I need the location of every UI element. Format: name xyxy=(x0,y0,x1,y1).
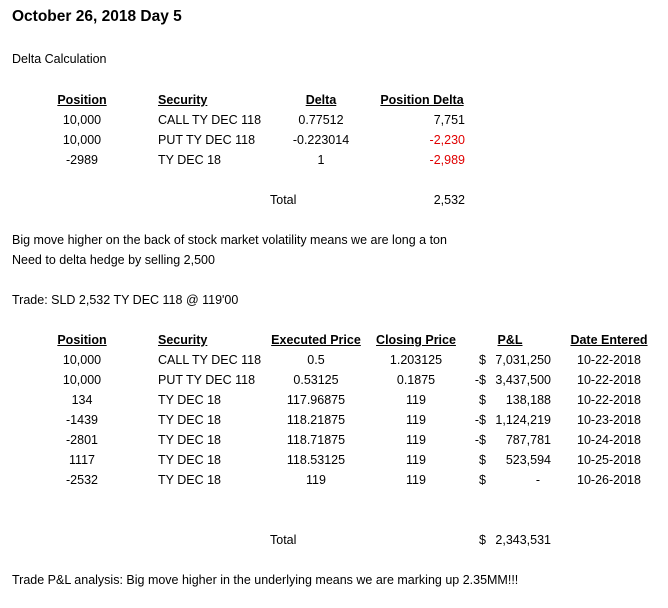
delta-total-label: Total xyxy=(270,193,297,207)
pnl-cell-closing: 119 xyxy=(406,393,426,407)
commentary-line: Need to delta hedge by selling 2,500 xyxy=(12,253,215,267)
pnl-cell-security: TY DEC 18 xyxy=(158,433,221,447)
delta-cell-delta: 1 xyxy=(317,153,325,167)
pnl-header-date-entered: Date Entered xyxy=(570,333,648,347)
pnl-cell-security: TY DEC 18 xyxy=(158,473,221,487)
pnl-cell-closing: 119 xyxy=(406,433,426,447)
pnl-cell-closing: 0.1875 xyxy=(396,373,436,387)
pnl-cell-executed: 118.53125 xyxy=(286,453,346,467)
pnl-cell-date: 10-22-2018 xyxy=(577,393,641,407)
pnl-cell-amount: - xyxy=(535,473,540,487)
pnl-cell-closing: 119 xyxy=(406,453,426,467)
trade-line: Trade: SLD 2,532 TY DEC 118 @ 119'00 xyxy=(12,293,239,307)
pnl-cell-amount: 7,031,250 xyxy=(495,353,551,367)
pnl-cell-security: PUT TY DEC 118 xyxy=(158,373,256,387)
pnl-header-executed-price: Executed Price xyxy=(271,333,361,347)
pnl-cell-date: 10-26-2018 xyxy=(577,473,641,487)
pnl-cell-currency: $ xyxy=(479,353,486,367)
pnl-cell-closing: 1.203125 xyxy=(389,353,443,367)
pnl-cell-closing: 119 xyxy=(406,473,426,487)
pnl-cell-security: TY DEC 18 xyxy=(158,453,221,467)
commentary-line: Big move higher on the back of stock market volatility means we are long a ton xyxy=(12,233,447,247)
analysis-line: Trade P&L analysis: Big move higher in the underlying means we are marking up 2.35MM!!! xyxy=(12,573,519,587)
delta-cell-security: CALL TY DEC 118 xyxy=(158,113,262,127)
pnl-cell-executed: 118.21875 xyxy=(286,413,346,427)
delta-cell-position: 10,000 xyxy=(62,133,102,147)
pnl-cell-date: 10-25-2018 xyxy=(577,453,641,467)
delta-header-delta: Delta xyxy=(305,93,337,107)
pnl-cell-amount: 1,124,219 xyxy=(495,413,551,427)
pnl-cell-currency: -$ xyxy=(474,373,486,387)
delta-cell-delta: 0.77512 xyxy=(298,113,344,127)
pnl-cell-date: 10-22-2018 xyxy=(577,353,641,367)
delta-cell-position: -2989 xyxy=(66,153,98,167)
delta-cell-delta: -0.223014 xyxy=(292,133,350,147)
pnl-cell-amount: 138,188 xyxy=(505,393,551,407)
delta-total-value: 2,532 xyxy=(433,193,465,207)
pnl-cell-security: TY DEC 18 xyxy=(158,393,221,407)
delta-cell-security: TY DEC 18 xyxy=(158,153,221,167)
delta-heading: Delta Calculation xyxy=(12,52,107,66)
pnl-header-pnl: P&L xyxy=(497,333,523,347)
pnl-header-security: Security xyxy=(158,333,208,347)
pnl-cell-currency: $ xyxy=(479,393,486,407)
pnl-cell-position: 1117 xyxy=(69,453,95,467)
delta-cell-position: 10,000 xyxy=(62,113,102,127)
pnl-cell-position: -2801 xyxy=(66,433,98,447)
pnl-cell-executed: 0.5 xyxy=(307,353,325,367)
delta-cell-security: PUT TY DEC 118 xyxy=(158,133,256,147)
pnl-cell-closing: 119 xyxy=(406,413,426,427)
pnl-cell-position: -2532 xyxy=(66,473,98,487)
pnl-cell-currency: $ xyxy=(479,453,486,467)
pnl-total-label: Total xyxy=(270,533,297,547)
pnl-cell-amount: 523,594 xyxy=(505,453,551,467)
delta-cell-position-delta: -2,230 xyxy=(429,133,465,147)
pnl-cell-position: -1439 xyxy=(66,413,98,427)
pnl-cell-executed: 0.53125 xyxy=(293,373,339,387)
pnl-cell-position: 134 xyxy=(71,393,93,407)
delta-header-position: Position xyxy=(57,93,107,107)
delta-header-security: Security xyxy=(158,93,208,107)
pnl-total-value: 2,343,531 xyxy=(495,533,551,547)
pnl-cell-amount: 3,437,500 xyxy=(495,373,551,387)
pnl-cell-date: 10-24-2018 xyxy=(577,433,641,447)
delta-cell-position-delta: -2,989 xyxy=(429,153,465,167)
pnl-cell-position: 10,000 xyxy=(62,353,102,367)
delta-cell-position-delta: 7,751 xyxy=(433,113,465,127)
pnl-cell-security: TY DEC 18 xyxy=(158,413,221,427)
pnl-cell-executed: 119 xyxy=(306,473,326,487)
pnl-cell-security: CALL TY DEC 118 xyxy=(158,353,262,367)
pnl-cell-currency: -$ xyxy=(474,433,486,447)
pnl-cell-date: 10-23-2018 xyxy=(577,413,641,427)
pnl-cell-currency: -$ xyxy=(474,413,486,427)
page-title: October 26, 2018 Day 5 xyxy=(12,8,182,25)
pnl-cell-executed: 118.71875 xyxy=(286,433,346,447)
delta-header-position-delta: Position Delta xyxy=(380,93,464,107)
pnl-cell-currency: $ xyxy=(479,473,486,487)
pnl-cell-position: 10,000 xyxy=(62,373,102,387)
pnl-header-position: Position xyxy=(57,333,107,347)
pnl-cell-executed: 117.96875 xyxy=(286,393,346,407)
pnl-total-currency: $ xyxy=(479,533,486,547)
pnl-cell-date: 10-22-2018 xyxy=(577,373,641,387)
pnl-cell-amount: 787,781 xyxy=(505,433,551,447)
pnl-header-closing-price: Closing Price xyxy=(376,333,456,347)
